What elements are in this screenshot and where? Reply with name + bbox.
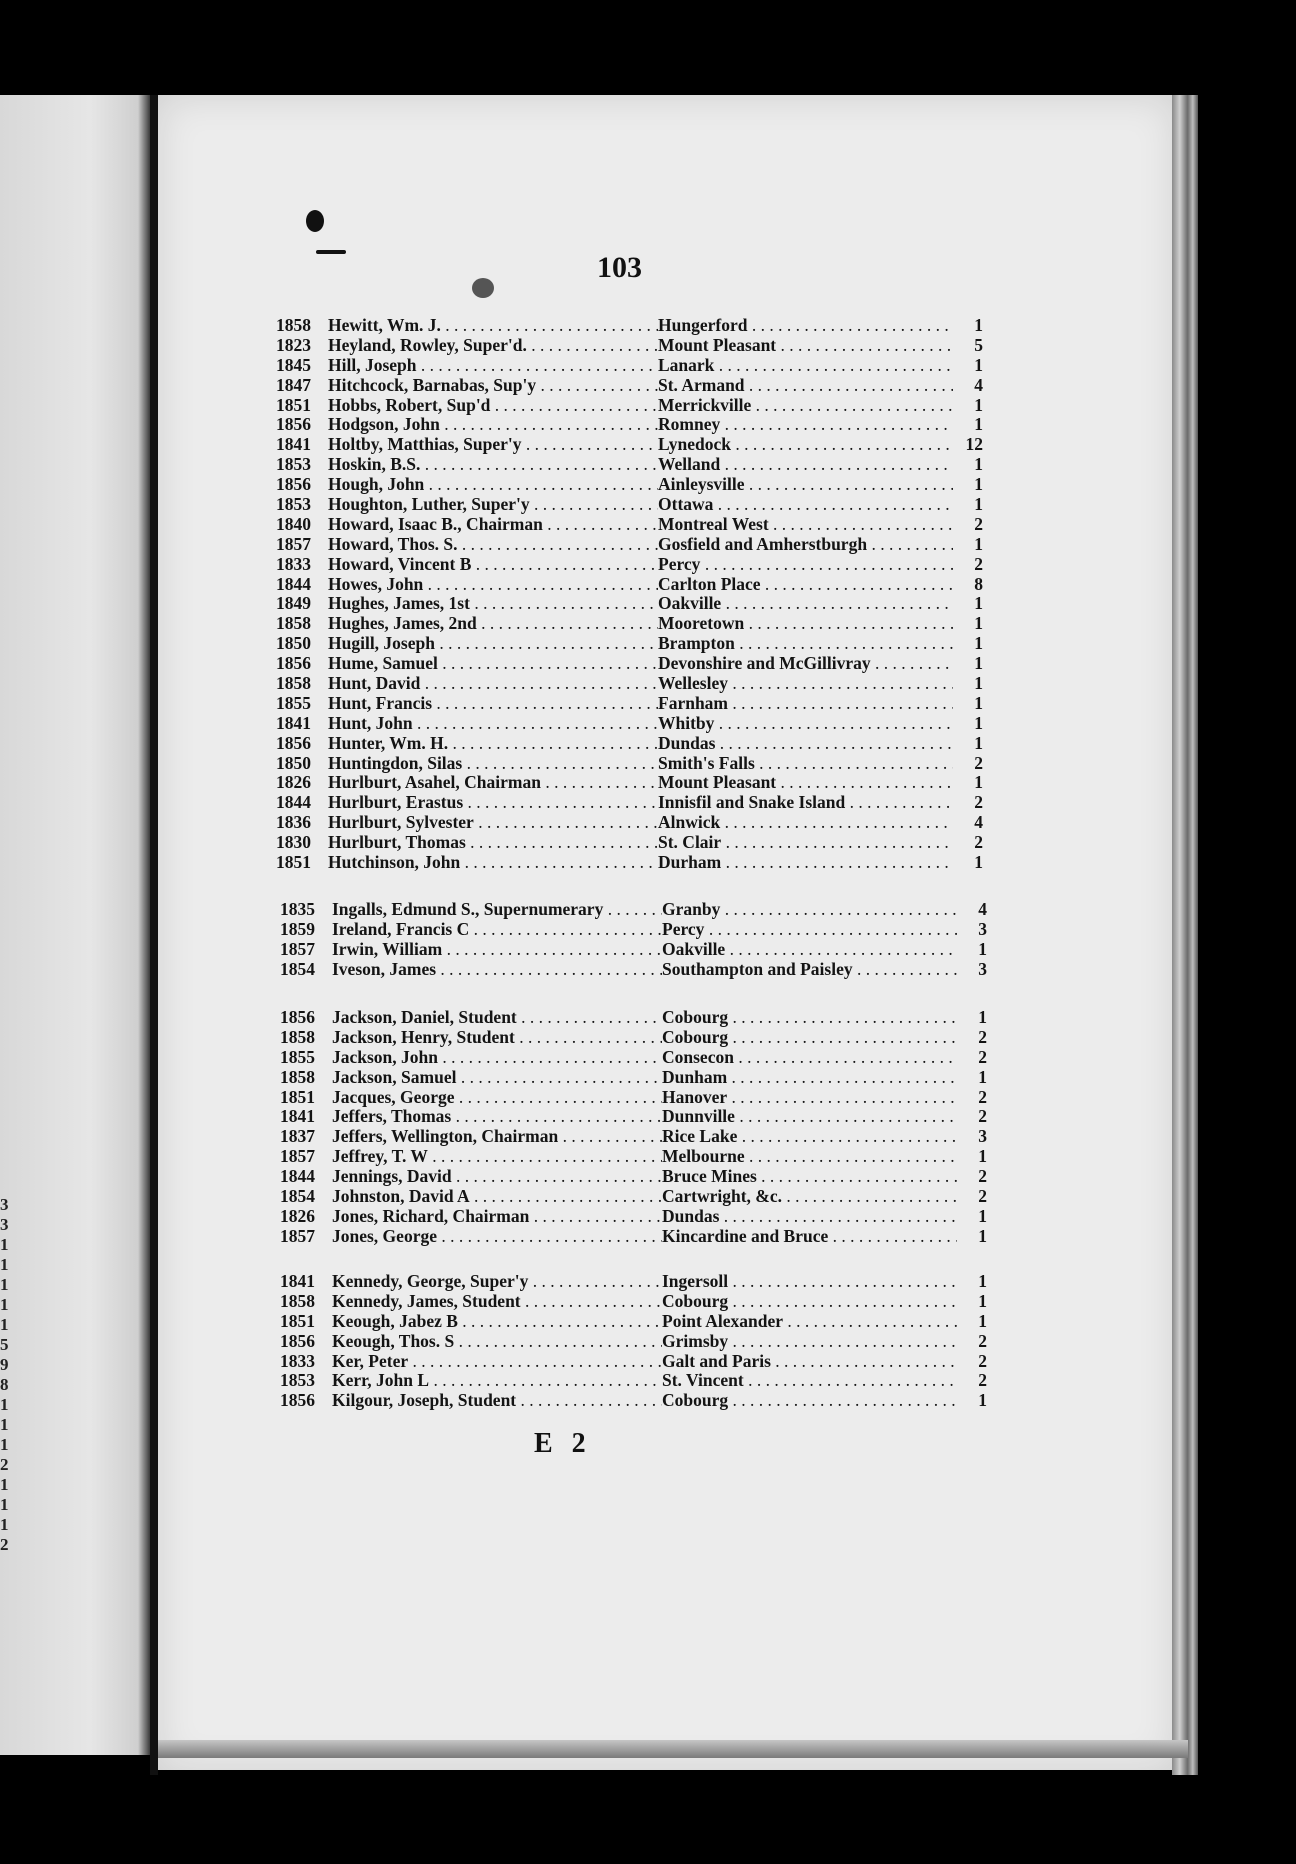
entry-year: 1837 <box>280 1127 315 1147</box>
entry-name: Hough, John . . . <box>328 475 658 495</box>
directory-entry <box>276 396 986 416</box>
entry-place: Dundas . . . <box>662 1207 957 1227</box>
entry-place: Consecon . . . <box>662 1048 957 1068</box>
entry-name: Hughes, James, 1st . . . <box>328 594 658 614</box>
entry-count: 2 <box>978 1027 987 1047</box>
directory-entry <box>276 356 986 376</box>
entry-year: 1835 <box>280 900 315 919</box>
entry-year: 1853 <box>280 1371 315 1391</box>
entry-count: 2 <box>978 1047 987 1067</box>
entry-place: Gosfield and Amherstburgh . . . <box>658 535 953 555</box>
entry-count: 4 <box>978 900 987 919</box>
directory-entry <box>280 1107 990 1127</box>
entry-name: Kerr, John L . . . <box>332 1371 662 1391</box>
entry-year: 1858 <box>276 316 311 335</box>
entry-name: Jackson, Samuel . . . <box>332 1068 662 1088</box>
entry-count: 4 <box>974 813 983 833</box>
entry-year: 1850 <box>276 634 311 654</box>
entry-place: Percy . . . <box>662 920 957 940</box>
entry-place: Rice Lake . . . <box>662 1127 957 1147</box>
ink-blot <box>306 210 324 232</box>
entry-count: 2 <box>978 1107 987 1127</box>
entry-name: Hurlburt, Thomas . . . <box>328 833 658 853</box>
directory-entry <box>280 1312 990 1332</box>
entry-name: Keough, Jabez B . . . <box>332 1312 662 1332</box>
entry-year: 1857 <box>280 939 315 959</box>
entry-year: 1857 <box>280 1226 315 1246</box>
entry-year: 1851 <box>280 1311 315 1331</box>
entry-place: Southampton and Paisley . . . <box>662 960 957 980</box>
directory-entry <box>276 654 986 674</box>
entry-place: Kincardine and Bruce . . . <box>662 1227 957 1247</box>
entry-name: Jennings, David . . . <box>332 1167 662 1187</box>
entry-count: 1 <box>974 355 983 375</box>
entry-name: Jones, Richard, Chairman . . . <box>332 1207 662 1227</box>
entry-place: Carlton Place . . . <box>658 575 953 595</box>
entry-count: 2 <box>974 833 983 853</box>
directory-entry <box>280 1167 990 1187</box>
entry-count: 2 <box>974 514 983 534</box>
entry-count: 1 <box>978 1147 987 1167</box>
entry-count: 1 <box>974 654 983 674</box>
entry-name: Jones, George . . . <box>332 1227 662 1247</box>
entry-count: 2 <box>978 1371 987 1391</box>
entry-count: 1 <box>978 1008 987 1027</box>
directory-entry <box>276 316 986 336</box>
directory-entry <box>276 853 986 873</box>
entry-year: 1844 <box>280 1167 315 1187</box>
printer-signature-mark: E 2 <box>534 1428 592 1459</box>
entry-year: 1856 <box>276 733 311 753</box>
entry-year: 1836 <box>276 813 311 833</box>
entry-name: Hobbs, Robert, Sup'd . . . <box>328 396 658 416</box>
entry-year: 1830 <box>276 833 311 853</box>
entry-count: 2 <box>974 554 983 574</box>
entry-place: Alnwick . . . <box>658 813 953 833</box>
entry-place: Grimsby . . . <box>662 1332 957 1352</box>
entry-name: Hitchcock, Barnabas, Sup'y . . . <box>328 376 658 396</box>
entry-year: 1826 <box>280 1206 315 1226</box>
entry-year: 1833 <box>276 554 311 574</box>
entry-count: 1 <box>978 1311 987 1331</box>
entry-count: 3 <box>978 919 987 939</box>
entry-year: 1841 <box>276 435 311 455</box>
directory-entry <box>280 940 990 960</box>
entry-name: Hurlburt, Sylvester . . . <box>328 813 658 833</box>
directory-entry <box>276 674 986 694</box>
entry-count: 1 <box>978 1272 987 1291</box>
entry-place: Cobourg . . . <box>662 1292 957 1312</box>
entry-year: 1845 <box>276 355 311 375</box>
directory-entry <box>276 336 986 356</box>
directory-entry <box>276 694 986 714</box>
directory-entry <box>280 1187 990 1207</box>
entry-year: 1826 <box>276 773 311 793</box>
entry-place: Merrickville . . . <box>658 396 953 416</box>
directory-entry <box>276 475 986 495</box>
entry-year: 1841 <box>276 713 311 733</box>
entry-place: Bruce Mines . . . <box>662 1167 957 1187</box>
entry-year: 1840 <box>276 514 311 534</box>
entry-place: Percy . . . <box>658 555 953 575</box>
entry-place: Melbourne . . . <box>662 1147 957 1167</box>
entry-count: 1 <box>978 1206 987 1226</box>
directory-entry <box>280 1227 990 1247</box>
entry-name: Kennedy, George, Super'y . . . <box>332 1272 662 1292</box>
directory-entry <box>280 1088 990 1108</box>
entry-count: 8 <box>974 574 983 594</box>
entry-name: Iveson, James . . . <box>332 960 662 980</box>
entry-count: 1 <box>974 415 983 435</box>
entry-place: St. Armand . . . <box>658 376 953 396</box>
entry-name: Jacques, George . . . <box>332 1088 662 1108</box>
entry-place: Wellesley . . . <box>658 674 953 694</box>
page-number: 103 <box>597 251 642 284</box>
entry-place: Dunham . . . <box>662 1068 957 1088</box>
entry-count: 1 <box>974 614 983 634</box>
entry-place: Smith's Falls . . . <box>658 754 953 774</box>
entry-name: Jeffrey, T. W . . . <box>332 1147 662 1167</box>
entry-count: 3 <box>978 1127 987 1147</box>
entry-count: 2 <box>978 1087 987 1107</box>
directory-entry <box>276 515 986 535</box>
entry-count: 1 <box>974 455 983 475</box>
directory-entry <box>280 1332 990 1352</box>
entry-place: Innisfil and Snake Island . . . <box>658 793 953 813</box>
entry-year: 1855 <box>276 693 311 713</box>
entry-count: 1 <box>974 395 983 415</box>
entry-count: 2 <box>978 1331 987 1351</box>
directory-entry <box>280 1272 990 1292</box>
directory-entry <box>280 960 990 980</box>
directory-entry <box>276 555 986 575</box>
entry-year: 1855 <box>280 1047 315 1067</box>
entry-count: 1 <box>978 1391 987 1411</box>
entry-place: St. Vincent . . . <box>662 1371 957 1391</box>
entry-place: Montreal West . . . <box>658 515 953 535</box>
entry-place: Brampton . . . <box>658 634 953 654</box>
directory-entry <box>280 1292 990 1312</box>
entry-place: Romney . . . <box>658 415 953 435</box>
directory-entry <box>276 833 986 853</box>
entry-place: Granby . . . <box>662 900 957 920</box>
entry-name: Howard, Thos. S. . . . <box>328 535 658 555</box>
entry-place: Cobourg . . . <box>662 1008 957 1028</box>
entry-year: 1856 <box>280 1331 315 1351</box>
directory-entry <box>276 793 986 813</box>
entry-name: Hugill, Joseph . . . <box>328 634 658 654</box>
directory-entry <box>280 1008 990 1028</box>
entry-name: Hughes, James, 2nd . . . <box>328 614 658 634</box>
entry-year: 1856 <box>280 1391 315 1411</box>
entry-name: Hume, Samuel . . . <box>328 654 658 674</box>
directory-entry <box>280 1352 990 1372</box>
entry-name: Hill, Joseph . . . <box>328 356 658 376</box>
entry-name: Ingalls, Edmund S., Supernumerary . . . <box>332 900 662 920</box>
entry-count: 1 <box>974 853 983 873</box>
entry-name: Jackson, Henry, Student . . . <box>332 1028 662 1048</box>
entry-name: Houghton, Luther, Super'y . . . <box>328 495 658 515</box>
entry-place: Galt and Paris . . . <box>662 1352 957 1372</box>
directory-entry <box>280 1127 990 1147</box>
directory-entry <box>280 1028 990 1048</box>
entry-place: Farnham . . . <box>658 694 953 714</box>
entry-name: Hunt, John . . . <box>328 714 658 734</box>
entry-year: 1858 <box>280 1027 315 1047</box>
entry-year: 1823 <box>276 335 311 355</box>
entry-name: Hurlburt, Erastus . . . <box>328 793 658 813</box>
entry-count: 12 <box>965 435 983 455</box>
entry-name: Jeffers, Wellington, Chairman . . . <box>332 1127 662 1147</box>
entry-name: Jeffers, Thomas . . . <box>332 1107 662 1127</box>
entry-year: 1858 <box>276 614 311 634</box>
directory-entry <box>276 813 986 833</box>
entry-place: Hungerford . . . <box>658 316 953 336</box>
entry-count: 1 <box>978 939 987 959</box>
directory-entry <box>276 594 986 614</box>
entry-place: Ainleysville . . . <box>658 475 953 495</box>
entry-count: 4 <box>974 375 983 395</box>
entry-name: Holtby, Matthias, Super'y . . . <box>328 435 658 455</box>
entry-year: 1847 <box>276 375 311 395</box>
entry-place: Devonshire and McGillivray . . . <box>658 654 953 674</box>
entry-place: Point Alexander . . . <box>662 1312 957 1332</box>
entry-name: Hoskin, B.S. . . . <box>328 455 658 475</box>
entry-name: Keough, Thos. S . . . <box>332 1332 662 1352</box>
entry-name: Johnston, David A . . . <box>332 1187 662 1207</box>
entry-place: Durham . . . <box>658 853 953 873</box>
entry-year: 1851 <box>276 395 311 415</box>
entry-place: Welland . . . <box>658 455 953 475</box>
directory-entry <box>276 614 986 634</box>
entry-count: 1 <box>974 534 983 554</box>
entry-year: 1858 <box>280 1067 315 1087</box>
directory-entry <box>276 773 986 793</box>
entry-group-i <box>280 900 990 980</box>
entry-count: 1 <box>974 495 983 515</box>
entry-place: Hanover . . . <box>662 1088 957 1108</box>
entry-group-h <box>276 316 986 873</box>
entry-count: 1 <box>974 475 983 495</box>
entry-year: 1853 <box>276 495 311 515</box>
entry-place: Cartwright, &c. . . . <box>662 1187 957 1207</box>
directory-entry <box>280 1391 990 1411</box>
entry-year: 1841 <box>280 1107 315 1127</box>
entry-place: Mount Pleasant . . . <box>658 773 953 793</box>
entry-name: Ker, Peter . . . <box>332 1352 662 1372</box>
entry-year: 1841 <box>280 1272 315 1291</box>
directory-entry <box>280 920 990 940</box>
directory-entry <box>276 575 986 595</box>
ink-blot <box>316 250 346 254</box>
directory-entry <box>276 714 986 734</box>
entry-place: Cobourg . . . <box>662 1028 957 1048</box>
entry-count: 1 <box>978 1226 987 1246</box>
entry-year: 1857 <box>276 534 311 554</box>
ink-blot <box>472 278 494 298</box>
entry-count: 1 <box>974 674 983 694</box>
directory-entry <box>276 455 986 475</box>
entry-count: 2 <box>974 793 983 813</box>
directory-entry <box>280 900 990 920</box>
entry-year: 1850 <box>276 753 311 773</box>
entry-place: Oakville . . . <box>658 594 953 614</box>
entry-year: 1856 <box>276 415 311 435</box>
entry-count: 2 <box>978 1167 987 1187</box>
directory-entry <box>276 734 986 754</box>
directory-entry <box>280 1371 990 1391</box>
entry-year: 1856 <box>276 654 311 674</box>
adjacent-page-edge <box>0 95 150 1755</box>
entry-name: Hewitt, Wm. J. . . . <box>328 316 658 336</box>
directory-entry <box>280 1207 990 1227</box>
entry-place: Oakville . . . <box>662 940 957 960</box>
entry-group-k <box>280 1272 990 1411</box>
entry-count: 1 <box>974 713 983 733</box>
entry-year: 1856 <box>276 475 311 495</box>
entry-count: 1 <box>974 594 983 614</box>
entry-place: Ingersoll . . . <box>662 1272 957 1292</box>
directory-entry <box>276 754 986 774</box>
entry-name: Jackson, John . . . <box>332 1048 662 1068</box>
entry-year: 1844 <box>276 574 311 594</box>
entry-count: 1 <box>974 733 983 753</box>
entry-year: 1853 <box>276 455 311 475</box>
entry-year: 1851 <box>276 853 311 873</box>
entry-name: Howes, John . . . <box>328 575 658 595</box>
entry-count: 2 <box>974 753 983 773</box>
directory-entry <box>280 1048 990 1068</box>
entry-name: Hunt, David . . . <box>328 674 658 694</box>
directory-entry <box>276 495 986 515</box>
entry-name: Hunter, Wm. H. . . . <box>328 734 658 754</box>
entry-place: Ottawa . . . <box>658 495 953 515</box>
entry-year: 1856 <box>280 1008 315 1027</box>
entry-place: Lanark . . . <box>658 356 953 376</box>
directory-entry <box>280 1147 990 1167</box>
entry-year: 1858 <box>280 1291 315 1311</box>
entry-count: 1 <box>978 1291 987 1311</box>
entry-count: 1 <box>974 316 983 335</box>
entry-name: Jackson, Daniel, Student . . . <box>332 1008 662 1028</box>
entry-year: 1844 <box>276 793 311 813</box>
directory-entry <box>276 535 986 555</box>
entry-place: St. Clair . . . <box>658 833 953 853</box>
directory-entry <box>276 634 986 654</box>
entry-count: 2 <box>978 1187 987 1207</box>
entry-place: Dundas . . . <box>658 734 953 754</box>
directory-entry <box>276 435 986 455</box>
adjacent-page-digits: 3 3 1 1 1 1 1 5 9 8 1 1 1 2 1 1 1 2 <box>0 1195 9 1554</box>
entry-count: 1 <box>974 634 983 654</box>
entry-year: 1854 <box>280 959 315 979</box>
entry-count: 5 <box>974 335 983 355</box>
entry-year: 1858 <box>276 674 311 694</box>
entry-count: 2 <box>978 1351 987 1371</box>
entry-place: Cobourg . . . <box>662 1391 957 1411</box>
entry-name: Howard, Isaac B., Chairman . . . <box>328 515 658 535</box>
page-stack-edge <box>1172 95 1198 1775</box>
entry-name: Howard, Vincent B . . . <box>328 555 658 575</box>
entry-count: 1 <box>974 693 983 713</box>
page-bottom-edge <box>158 1740 1188 1758</box>
entry-place: Whitby . . . <box>658 714 953 734</box>
entry-year: 1833 <box>280 1351 315 1371</box>
entry-name: Hutchinson, John . . . <box>328 853 658 873</box>
entry-name: Hodgson, John . . . <box>328 415 658 435</box>
entry-place: Mooretown . . . <box>658 614 953 634</box>
entry-name: Hurlburt, Asahel, Chairman . . . <box>328 773 658 793</box>
entry-year: 1859 <box>280 919 315 939</box>
entry-name: Kilgour, Joseph, Student . . . <box>332 1391 662 1411</box>
entry-count: 3 <box>978 959 987 979</box>
directory-entry <box>276 415 986 435</box>
directory-entry <box>280 1068 990 1088</box>
entry-group-j <box>280 1008 990 1247</box>
entry-place: Lynedock . . . <box>658 435 953 455</box>
entry-year: 1851 <box>280 1087 315 1107</box>
entry-place: Dunnville . . . <box>662 1107 957 1127</box>
directory-entry <box>276 376 986 396</box>
entry-name: Huntingdon, Silas . . . <box>328 754 658 774</box>
entry-name: Heyland, Rowley, Super'd. . . . <box>328 336 658 356</box>
entry-name: Irwin, William . . . <box>332 940 662 960</box>
book-gutter <box>150 95 158 1775</box>
entry-place: Mount Pleasant . . . <box>658 336 953 356</box>
entry-year: 1849 <box>276 594 311 614</box>
entry-year: 1854 <box>280 1187 315 1207</box>
entry-name: Ireland, Francis C . . . <box>332 920 662 940</box>
entry-year: 1857 <box>280 1147 315 1167</box>
entry-name: Hunt, Francis . . . <box>328 694 658 714</box>
entry-count: 1 <box>974 773 983 793</box>
entry-count: 1 <box>978 1067 987 1087</box>
entry-name: Kennedy, James, Student . . . <box>332 1292 662 1312</box>
